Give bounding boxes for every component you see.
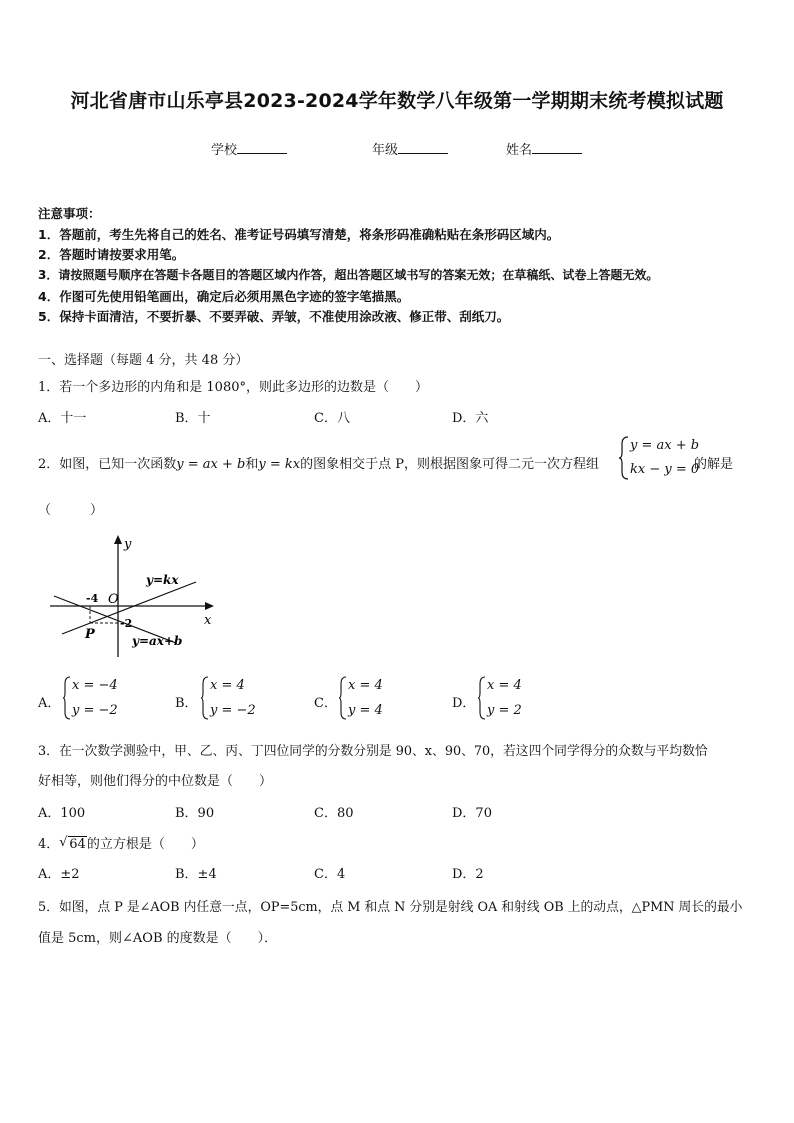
q2-system-bottom: kx − y = 0 — [630, 462, 700, 477]
school-label: 学校 — [211, 143, 238, 158]
q3-option-c[interactable]: C．80 — [314, 806, 354, 821]
school-field — [211, 139, 287, 158]
q2-func-2: y = kx — [258, 457, 301, 472]
q3-option-b[interactable]: B．90 — [175, 806, 215, 821]
notes-heading: 注意事项： — [38, 206, 101, 221]
q3-option-d[interactable]: D．70 — [452, 806, 492, 821]
q1-option-a[interactable]: A．十一 — [38, 411, 87, 426]
q4-option-c[interactable]: C．4 — [314, 867, 346, 882]
section-heading: 一、选择题（每题 4 分，共 48 分） — [38, 353, 249, 368]
q2-option-b-brace — [200, 676, 210, 720]
y-axis-arrow-icon — [114, 535, 122, 544]
q2-option-d-bottom: y = 2 — [487, 703, 522, 718]
q3-stem-line2: 好相等，则他们得分的中位数是（ ） — [38, 774, 273, 789]
q2-func-1: y = ax + b — [176, 457, 246, 472]
note-item-5: 5．保持卡面清洁，不要折暴、不要弄破、弄皱，不准使用涂改液、修正带、刮纸刀。 — [38, 309, 510, 324]
q2-option-b-top: x = 4 — [210, 678, 245, 693]
q5-stem-line2: 值是 5cm，则∠AOB 的度数是（ ）． — [38, 931, 278, 946]
q4-option-b[interactable]: B．±4 — [175, 867, 217, 882]
y-axis-label: y — [124, 537, 132, 552]
q2-option-d-top: x = 4 — [487, 678, 522, 693]
q2-and: 和 — [245, 457, 259, 472]
q4-sqrt — [59, 837, 87, 852]
q4-radicand: 64 — [69, 837, 86, 852]
q2-system-brace — [618, 436, 630, 480]
name-field — [506, 139, 582, 158]
q5-stem-line1: 5．如图，点 P 是∠AOB 内任意一点，OP=5cm，点 M 和点 N 分别是射线 OA 和射线 OB 上的动点，△PMN 周长的最小 — [38, 900, 743, 915]
q2-option-a-brace — [62, 676, 72, 720]
tick-x-label: -4 — [86, 592, 99, 605]
note-item-3: 3．请按照题号顺序在答题卡各题目的答题区域内作答，超出答题区域书写的答案无效；在草稿纸、试卷上答题无效。 — [38, 268, 659, 282]
name-blank[interactable] — [532, 141, 582, 154]
name-label: 姓名 — [506, 143, 533, 158]
exam-title: 河北省唐市山乐亭县2023-2024学年数学八年级第一学期期末统考模拟试题 — [70, 90, 724, 112]
point-p-label: P — [85, 627, 95, 642]
origin-label: O — [108, 592, 119, 607]
q2-option-c-letter[interactable]: C． — [314, 696, 337, 711]
q4-suffix: 的立方根是（ ） — [86, 837, 204, 852]
q2-option-d-brace — [477, 676, 487, 720]
line-axb-label: y=ax+b — [132, 634, 183, 648]
q1-option-d[interactable]: D．六 — [452, 411, 489, 426]
q4-prefix: 4． — [38, 837, 60, 852]
q2-paren: （ ） — [38, 503, 104, 518]
q4-option-d[interactable]: D．2 — [452, 867, 484, 882]
q2-stem-b: 的图象相交于点 P，则根据图象可得二元一次方程组 — [300, 457, 599, 472]
note-item-4: 4．作图可先使用铅笔画出，确定后必须用黑色字迹的签字笔描黑。 — [38, 289, 410, 304]
q1-option-c[interactable]: C．八 — [314, 411, 350, 426]
q2-option-b-bottom: y = −2 — [210, 703, 256, 718]
q2-option-c-brace — [338, 676, 348, 720]
note-item-1: 1．答题前，考生先将自己的姓名、准考证号码填写清楚，将条形码准确粘贴在条形码区域内。 — [38, 227, 560, 242]
q2-option-b-letter[interactable]: B． — [175, 696, 198, 711]
q4-stem — [38, 833, 204, 852]
q2-option-a-top: x = −4 — [72, 678, 118, 693]
grade-field — [372, 139, 448, 158]
q2-system-top: y = ax + b — [630, 438, 700, 453]
q2-graph — [48, 532, 218, 662]
x-axis-label: x — [204, 613, 212, 628]
q2-stem — [38, 453, 599, 472]
q1-stem: 1．若一个多边形的内角和是 1080°，则此多边形的边数是（ ） — [38, 380, 428, 395]
q2-stem-c: 的解是 — [694, 457, 734, 472]
sqrt-icon: √ — [59, 835, 68, 850]
note-item-2: 2．答题时请按要求用笔。 — [38, 247, 185, 262]
grade-blank[interactable] — [398, 141, 448, 154]
q2-option-a-letter[interactable]: A． — [38, 696, 61, 711]
q2-option-d-letter[interactable]: D． — [452, 696, 476, 711]
q2-stem-a: 2．如图，已知一次函数 — [38, 457, 177, 472]
q3-stem-line1: 3．在一次数学测验中，甲、乙、丙、丁四位同学的分数分别是 90、x、90、70，若这四个同学得分的众数与平均数恰 — [38, 744, 708, 759]
q3-option-a[interactable]: A．100 — [38, 806, 86, 821]
q2-option-a-bottom: y = −2 — [72, 703, 118, 718]
q1-option-b[interactable]: B．十 — [175, 411, 211, 426]
q4-option-a[interactable]: A．±2 — [38, 867, 80, 882]
q2-option-c-top: x = 4 — [348, 678, 383, 693]
x-axis-arrow-icon — [205, 602, 214, 610]
school-blank[interactable] — [237, 141, 287, 154]
q2-option-c-bottom: y = 4 — [348, 703, 383, 718]
line-kx-label: y=kx — [146, 573, 179, 587]
tick-y-label: -2 — [120, 617, 133, 630]
grade-label: 年级 — [372, 143, 399, 158]
